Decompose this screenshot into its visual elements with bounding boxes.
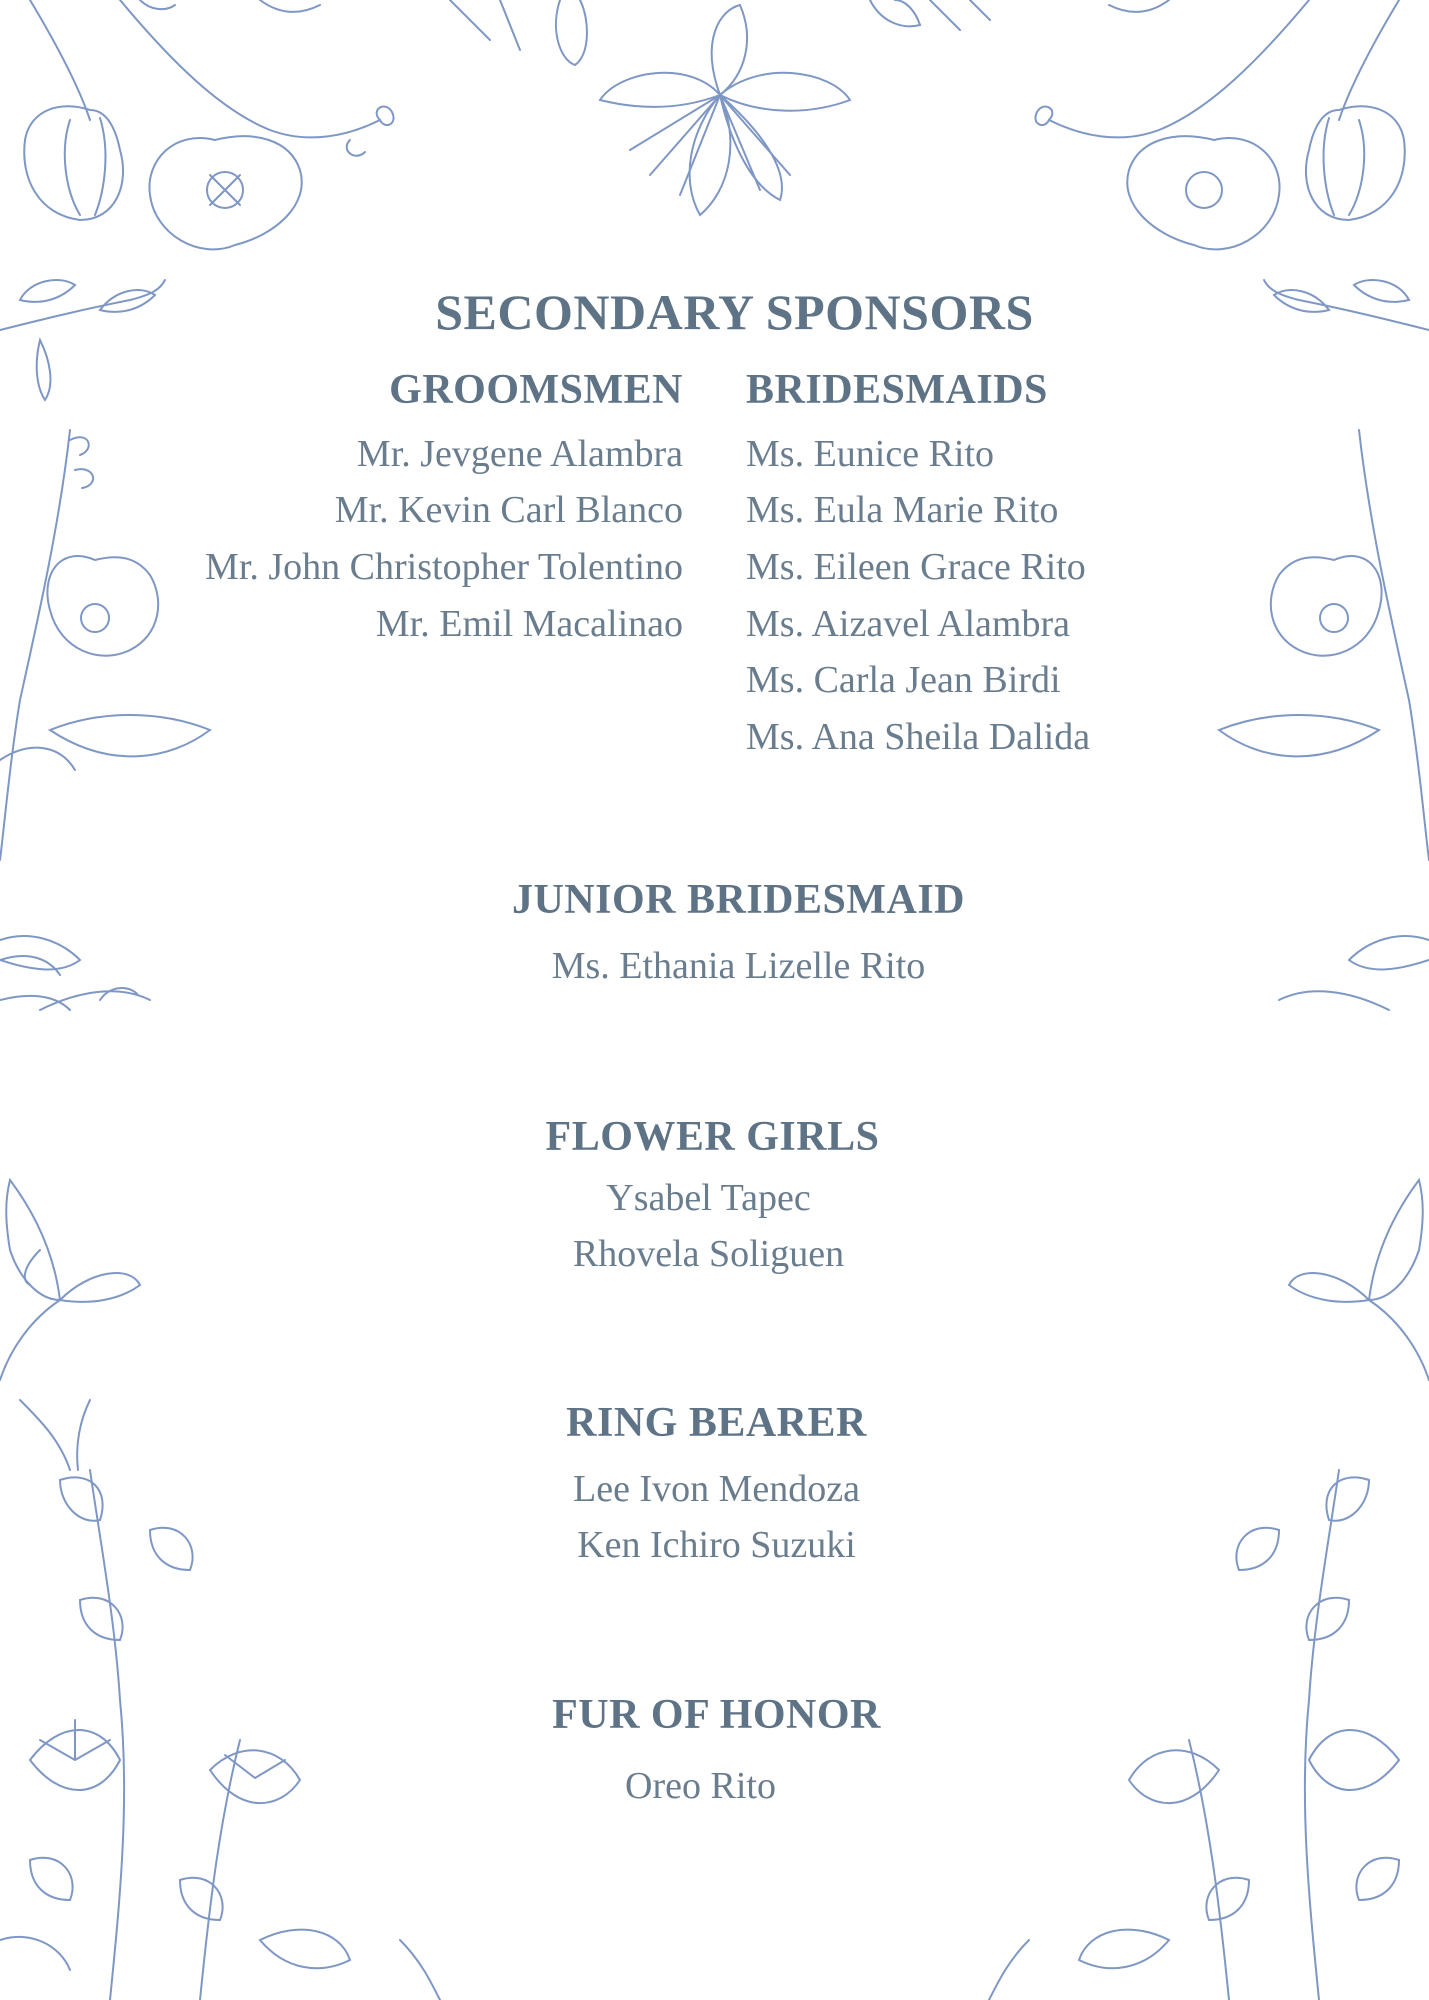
ring-bearer-heading: RING BEARER: [566, 1400, 867, 1446]
bridesmaid-name: Ms. Carla Jean Birdi: [746, 659, 1061, 701]
groomsman-name: Mr. Kevin Carl Blanco: [334, 489, 683, 531]
groomsman-name: Mr. John Christopher Tolentino: [205, 546, 683, 588]
bridesmaid-name: Ms. Eula Marie Rito: [746, 489, 1059, 531]
fur-of-honor-name: Oreo Rito: [625, 1765, 776, 1807]
bridesmaid-name: Ms. Eileen Grace Rito: [746, 546, 1086, 588]
rose-branch-icon: [1035, 0, 1404, 249]
bridesmaid-name: Ms. Ana Sheila Dalida: [746, 716, 1091, 758]
fur-of-honor-heading: FUR OF HONOR: [552, 1692, 881, 1738]
ring-bearer-name: Ken Ichiro Suzuki: [577, 1524, 856, 1566]
flower-girls-heading: FLOWER GIRLS: [545, 1114, 880, 1160]
bridesmaid-name: Ms. Eunice Rito: [746, 433, 995, 475]
bridesmaid-name: Ms. Aizavel Alambra: [746, 603, 1070, 645]
page-title: SECONDARY SPONSORS: [435, 284, 1034, 340]
flower-girl-name: Rhovela Soliguen: [572, 1233, 845, 1275]
groomsman-name: Mr. Jevgene Alambra: [356, 433, 683, 475]
lily-flower-icon: [450, 0, 990, 215]
junior-bridesmaid-name: Ms. Ethania Lizelle Rito: [551, 945, 926, 987]
rose-branch-icon: [24, 0, 393, 249]
groomsman-name: Mr. Emil Macalinao: [375, 603, 683, 645]
junior-bridesmaid-heading: JUNIOR BRIDESMAID: [511, 877, 966, 923]
bridesmaids-heading: BRIDESMAIDS: [746, 367, 1048, 413]
ring-bearer-name: Lee Ivon Mendoza: [573, 1468, 860, 1510]
groomsmen-heading: GROOMSMEN: [389, 367, 683, 413]
flower-girl-name: Ysabel Tapec: [606, 1177, 811, 1219]
